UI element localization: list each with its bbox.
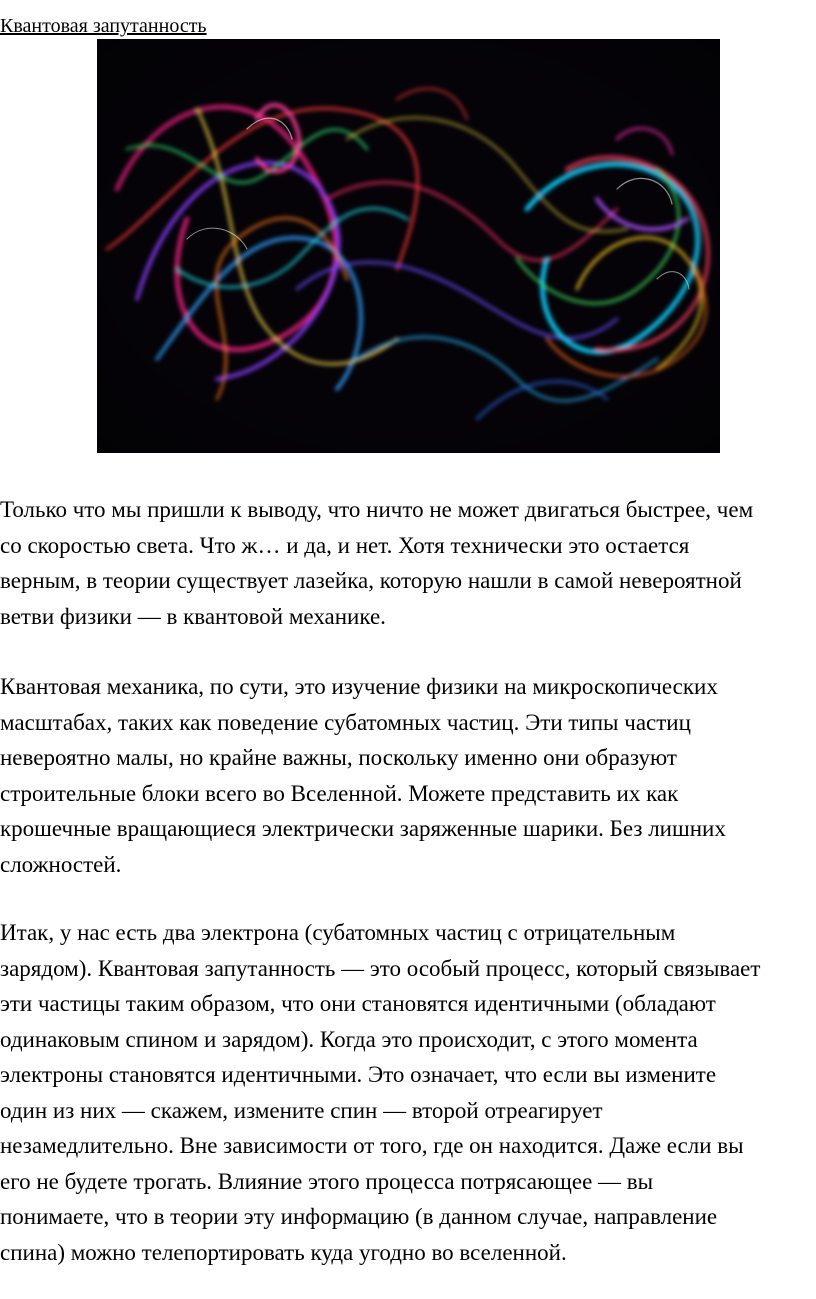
text-line: строительные блоки всего во Вселенной. Можете представить их как	[0, 780, 679, 806]
text-line: понимаете, что в теории эту информацию (в данном случае, направление	[0, 1204, 718, 1229]
text-line: Квантовая механика, по сути, это изучение физики на микроскопических	[0, 674, 718, 699]
text-line: Итак, у нас есть два электрона (субатомных частиц с отрицательным	[0, 920, 676, 945]
text-line: эти частицы таким образом, что они становятся идентичными (обладают	[0, 991, 716, 1016]
document-title: Квантовая запутанность	[0, 15, 207, 37]
text-line: невероятно малы, но крайне важны, поскольку именно они образуют	[0, 745, 677, 770]
paragraph-quantum-mechanics	[0, 669, 816, 882]
text-line: спина) можно телепортировать куда угодно во вселенной.	[0, 1239, 567, 1265]
text-line: зарядом). Квантовая запутанность — это особый процесс, который связывает	[0, 955, 761, 981]
text-line: Только что мы пришли к выводу, что ничто не может двигаться быстрее, чем	[0, 497, 754, 522]
text-line: его не будете трогать. Влияние этого процесса потрясающее — вы	[0, 1168, 654, 1194]
text-line: верным, в теории существует лазейка, которую нашли в самой невероятной	[0, 568, 742, 593]
text-line: со скоростью света. Что ж… и да, и нет. Хотя технически это остается	[0, 532, 690, 558]
text-line: один из них — скажем, измените спин — второй отреагирует	[0, 1097, 603, 1123]
text-line: ветви физики — в квантовой механике.	[0, 603, 386, 629]
paragraph-entanglement	[0, 915, 816, 1270]
text-line: сложностей.	[0, 851, 122, 877]
text-line: электроны становятся идентичными. Это означает, что если вы измените	[0, 1062, 717, 1087]
text-line: одинаковым спином и зарядом). Когда это происходит, с этого момента	[0, 1026, 698, 1052]
text-line: крошечные вращающиеся электрически заряженные шарики. Без лишних	[0, 816, 726, 841]
text-line: незамедлительно. Вне зависимости от того, где он находится. Даже если вы	[0, 1133, 744, 1158]
light-trails-image	[97, 39, 720, 453]
text-line: масштабах, таких как поведение субатомных частиц. Эти типы частиц	[0, 709, 691, 735]
paragraph-intro	[0, 492, 816, 634]
